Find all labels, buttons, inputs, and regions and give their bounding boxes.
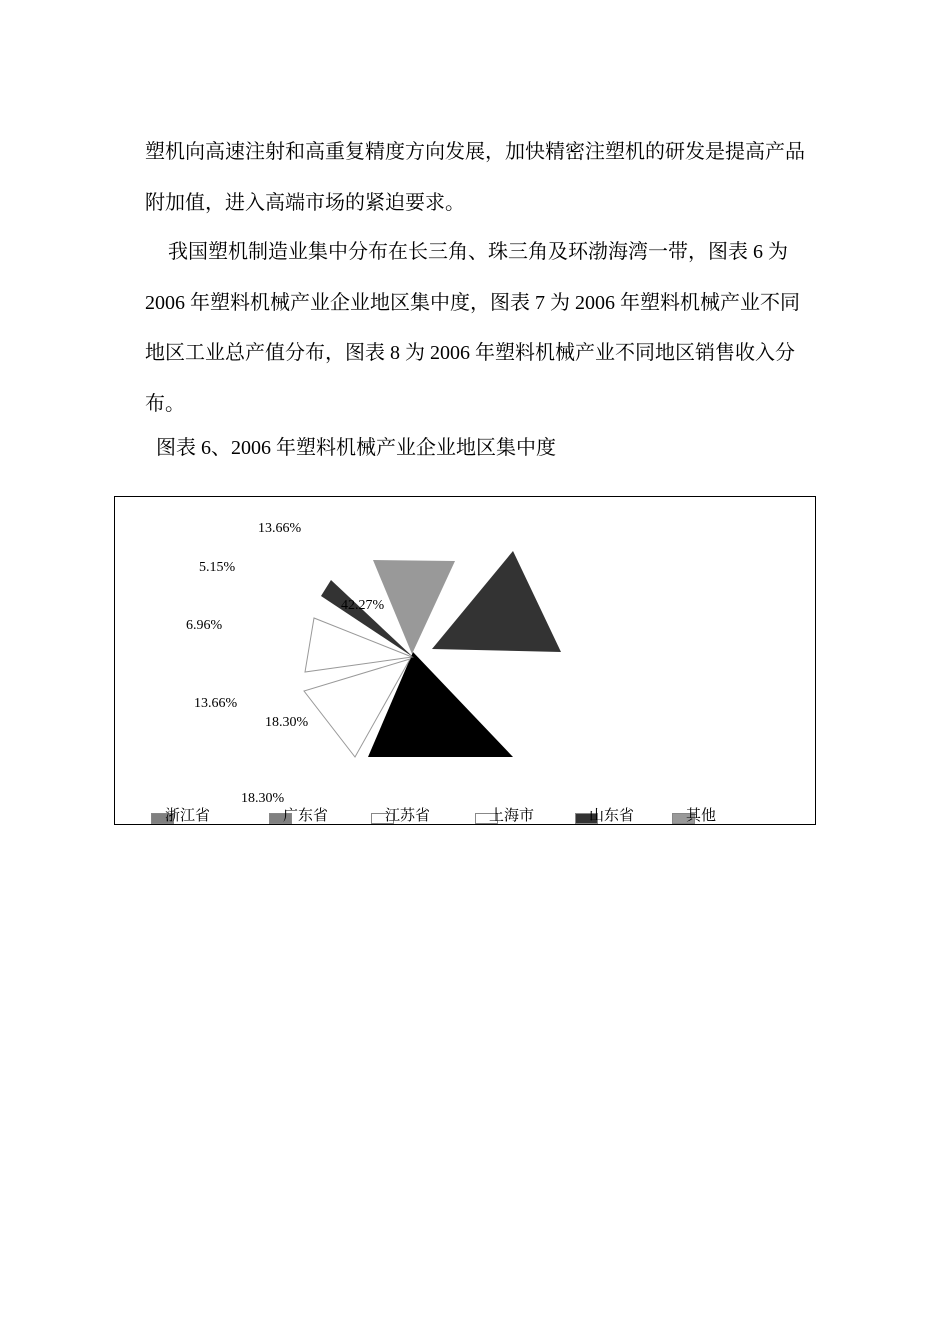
chart-svg	[115, 497, 817, 826]
legend-label: 上海市	[489, 808, 535, 824]
legend-label: 山东省	[589, 808, 635, 824]
legend-label: 浙江省	[165, 808, 211, 824]
paragraph-1: 塑机向高速注射和高重复精度方向发展，加快精密注塑机的研发是提高产品附加值，进入高端市场的紧迫要求。	[145, 141, 805, 214]
data-label: 13.66%	[194, 696, 238, 711]
data-label: 42.27%	[341, 598, 385, 613]
figure-caption: 图表 6、2006 年塑料机械产业企业地区集中度	[156, 437, 556, 459]
legend-label: 其他	[686, 808, 717, 824]
paragraph-2: 我国塑机制造业集中分布在长三角、珠三角及环渤海湾一带，图表 6 为 2006 年塑料机械产业企业地区集中度，图表 7 为 2006 年塑料机械产业不同地区工业总产值分布，图表 8 为 2006 年塑料机械产业不同地区销售收入分布。	[145, 241, 800, 415]
data-label: 13.66%	[258, 521, 302, 536]
pie-chart	[114, 496, 816, 825]
data-label: 18.30%	[265, 715, 309, 730]
legend-label: 广东省	[283, 808, 329, 824]
legend-label: 江苏省	[385, 808, 431, 824]
data-label: 6.96%	[186, 618, 223, 633]
chart-legend	[151, 807, 811, 827]
data-label: 18.30%	[241, 791, 285, 806]
data-label: 5.15%	[199, 560, 236, 575]
